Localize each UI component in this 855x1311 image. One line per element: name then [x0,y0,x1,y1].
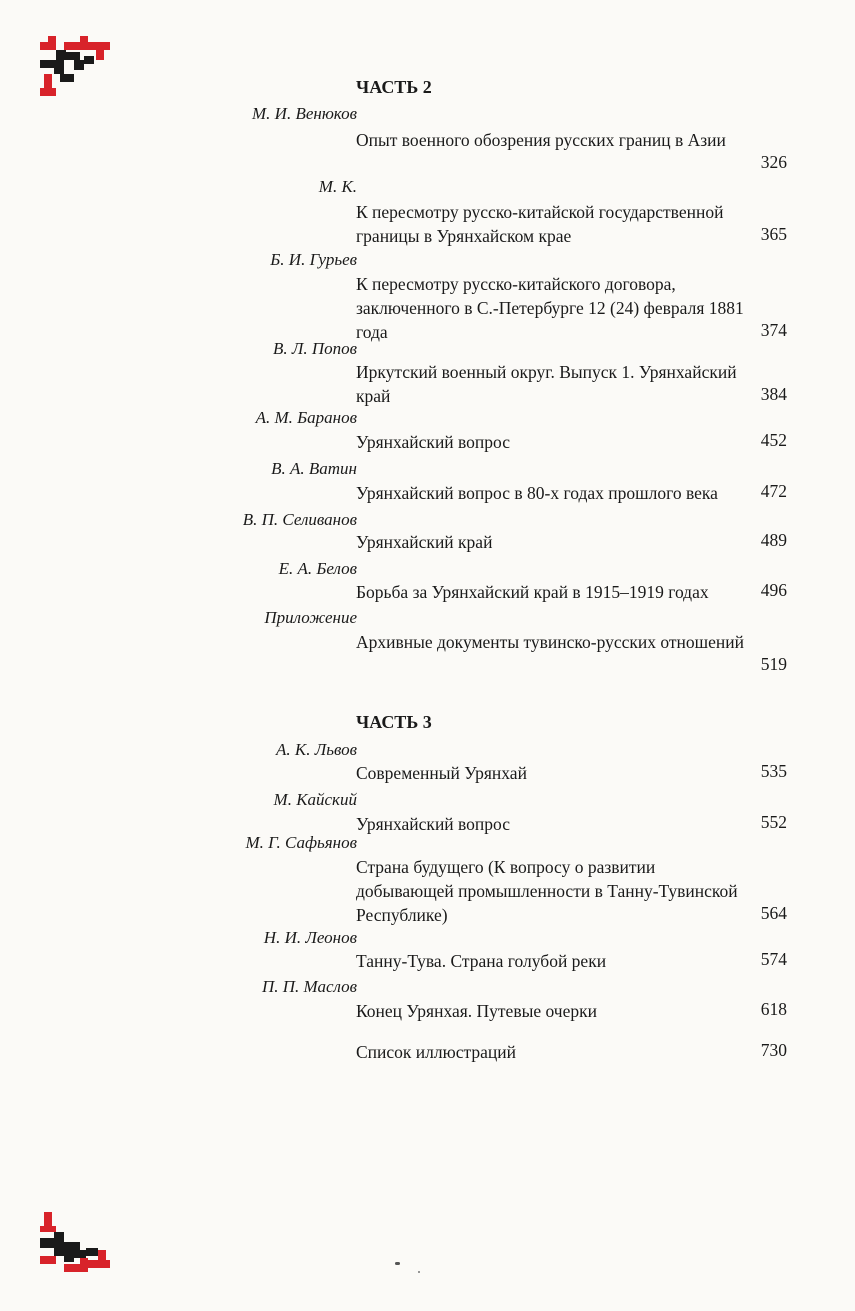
entry-title: Иркутский военный округ. Выпуск 1. Урянхайский край [356,362,737,406]
entry-page: 326 [760,152,787,172]
entry-author: М. К. [318,177,357,196]
entry-page: 535 [760,761,787,781]
entry-author: А. К. Львов [276,740,357,759]
entry-title: Архивные документы тувинско-русских отношений [356,632,744,652]
entry-author: Приложение [264,608,357,627]
entry-title: Опыт военного обозрения русских границ в Азии [356,130,726,150]
part-2-heading: ЧАСТЬ 2 [356,77,432,97]
entry-page: 730 [760,1040,787,1060]
entry-title: К пересмотру русско-китайской государственной границы в Урянхайском крае [356,202,724,246]
entry-page: 618 [760,999,787,1019]
entry-title: Страна будущего (К вопросу о развитии добывающей промышленности в Танну-Тувинской Республике) [356,857,738,925]
entry-title: Список иллюстраций [356,1042,516,1062]
entry-author: В. Л. Попов [272,339,357,358]
entry-page: 472 [760,481,787,501]
entry-title: Борьба за Урянхайский край в 1915–1919 годах [356,582,709,602]
part-3-heading: ЧАСТЬ 3 [356,712,432,732]
entry-author: Н. И. Леонов [263,928,357,947]
entry-page: 574 [760,949,787,969]
entry-page: 365 [760,224,787,244]
entry-page: 564 [760,903,787,923]
entry-title: Современный Урянхай [356,763,527,783]
entry-author: М. Кайский [273,790,357,809]
entry-title: Танну-Тува. Страна голубой реки [356,951,607,971]
entry-author: Е. А. Белов [278,559,357,578]
entry-author: Б. И. Гурьев [270,250,357,269]
entry-author: А. М. Баранов [255,408,357,427]
entry-page: 552 [760,812,787,832]
entry-author: В. А. Ватин [271,459,357,478]
entry-author: П. П. Маслов [261,977,357,996]
ornament-top-icon [40,36,112,98]
entry-page: 519 [760,654,787,674]
entry-title: Урянхайский край [356,532,493,552]
entry-title: Урянхайский вопрос [356,432,511,452]
entry-page: 452 [760,430,787,450]
entry-page: 374 [760,320,787,340]
print-speck [418,1271,420,1273]
entry-author: М. И. Венюков [252,104,357,123]
entry-title: Урянхайский вопрос [356,814,511,834]
ornament-bottom-icon [40,1212,112,1274]
entry-title: Урянхайский вопрос в 80-х годах прошлого века [356,483,718,503]
entry-author: В. П. Селиванов [242,510,357,529]
entry-title: Конец Урянхая. Путевые очерки [356,1001,597,1021]
print-speck [395,1262,400,1265]
entry-page: 384 [760,384,787,404]
entry-author: М. Г. Сафьянов [245,833,357,852]
entry-title: К пересмотру русско-китайского договора, заключенного в С.-Петербурге 12 (24) февраля 1881 года [356,274,744,342]
entry-page: 496 [760,580,787,600]
entry-page: 489 [760,530,787,550]
